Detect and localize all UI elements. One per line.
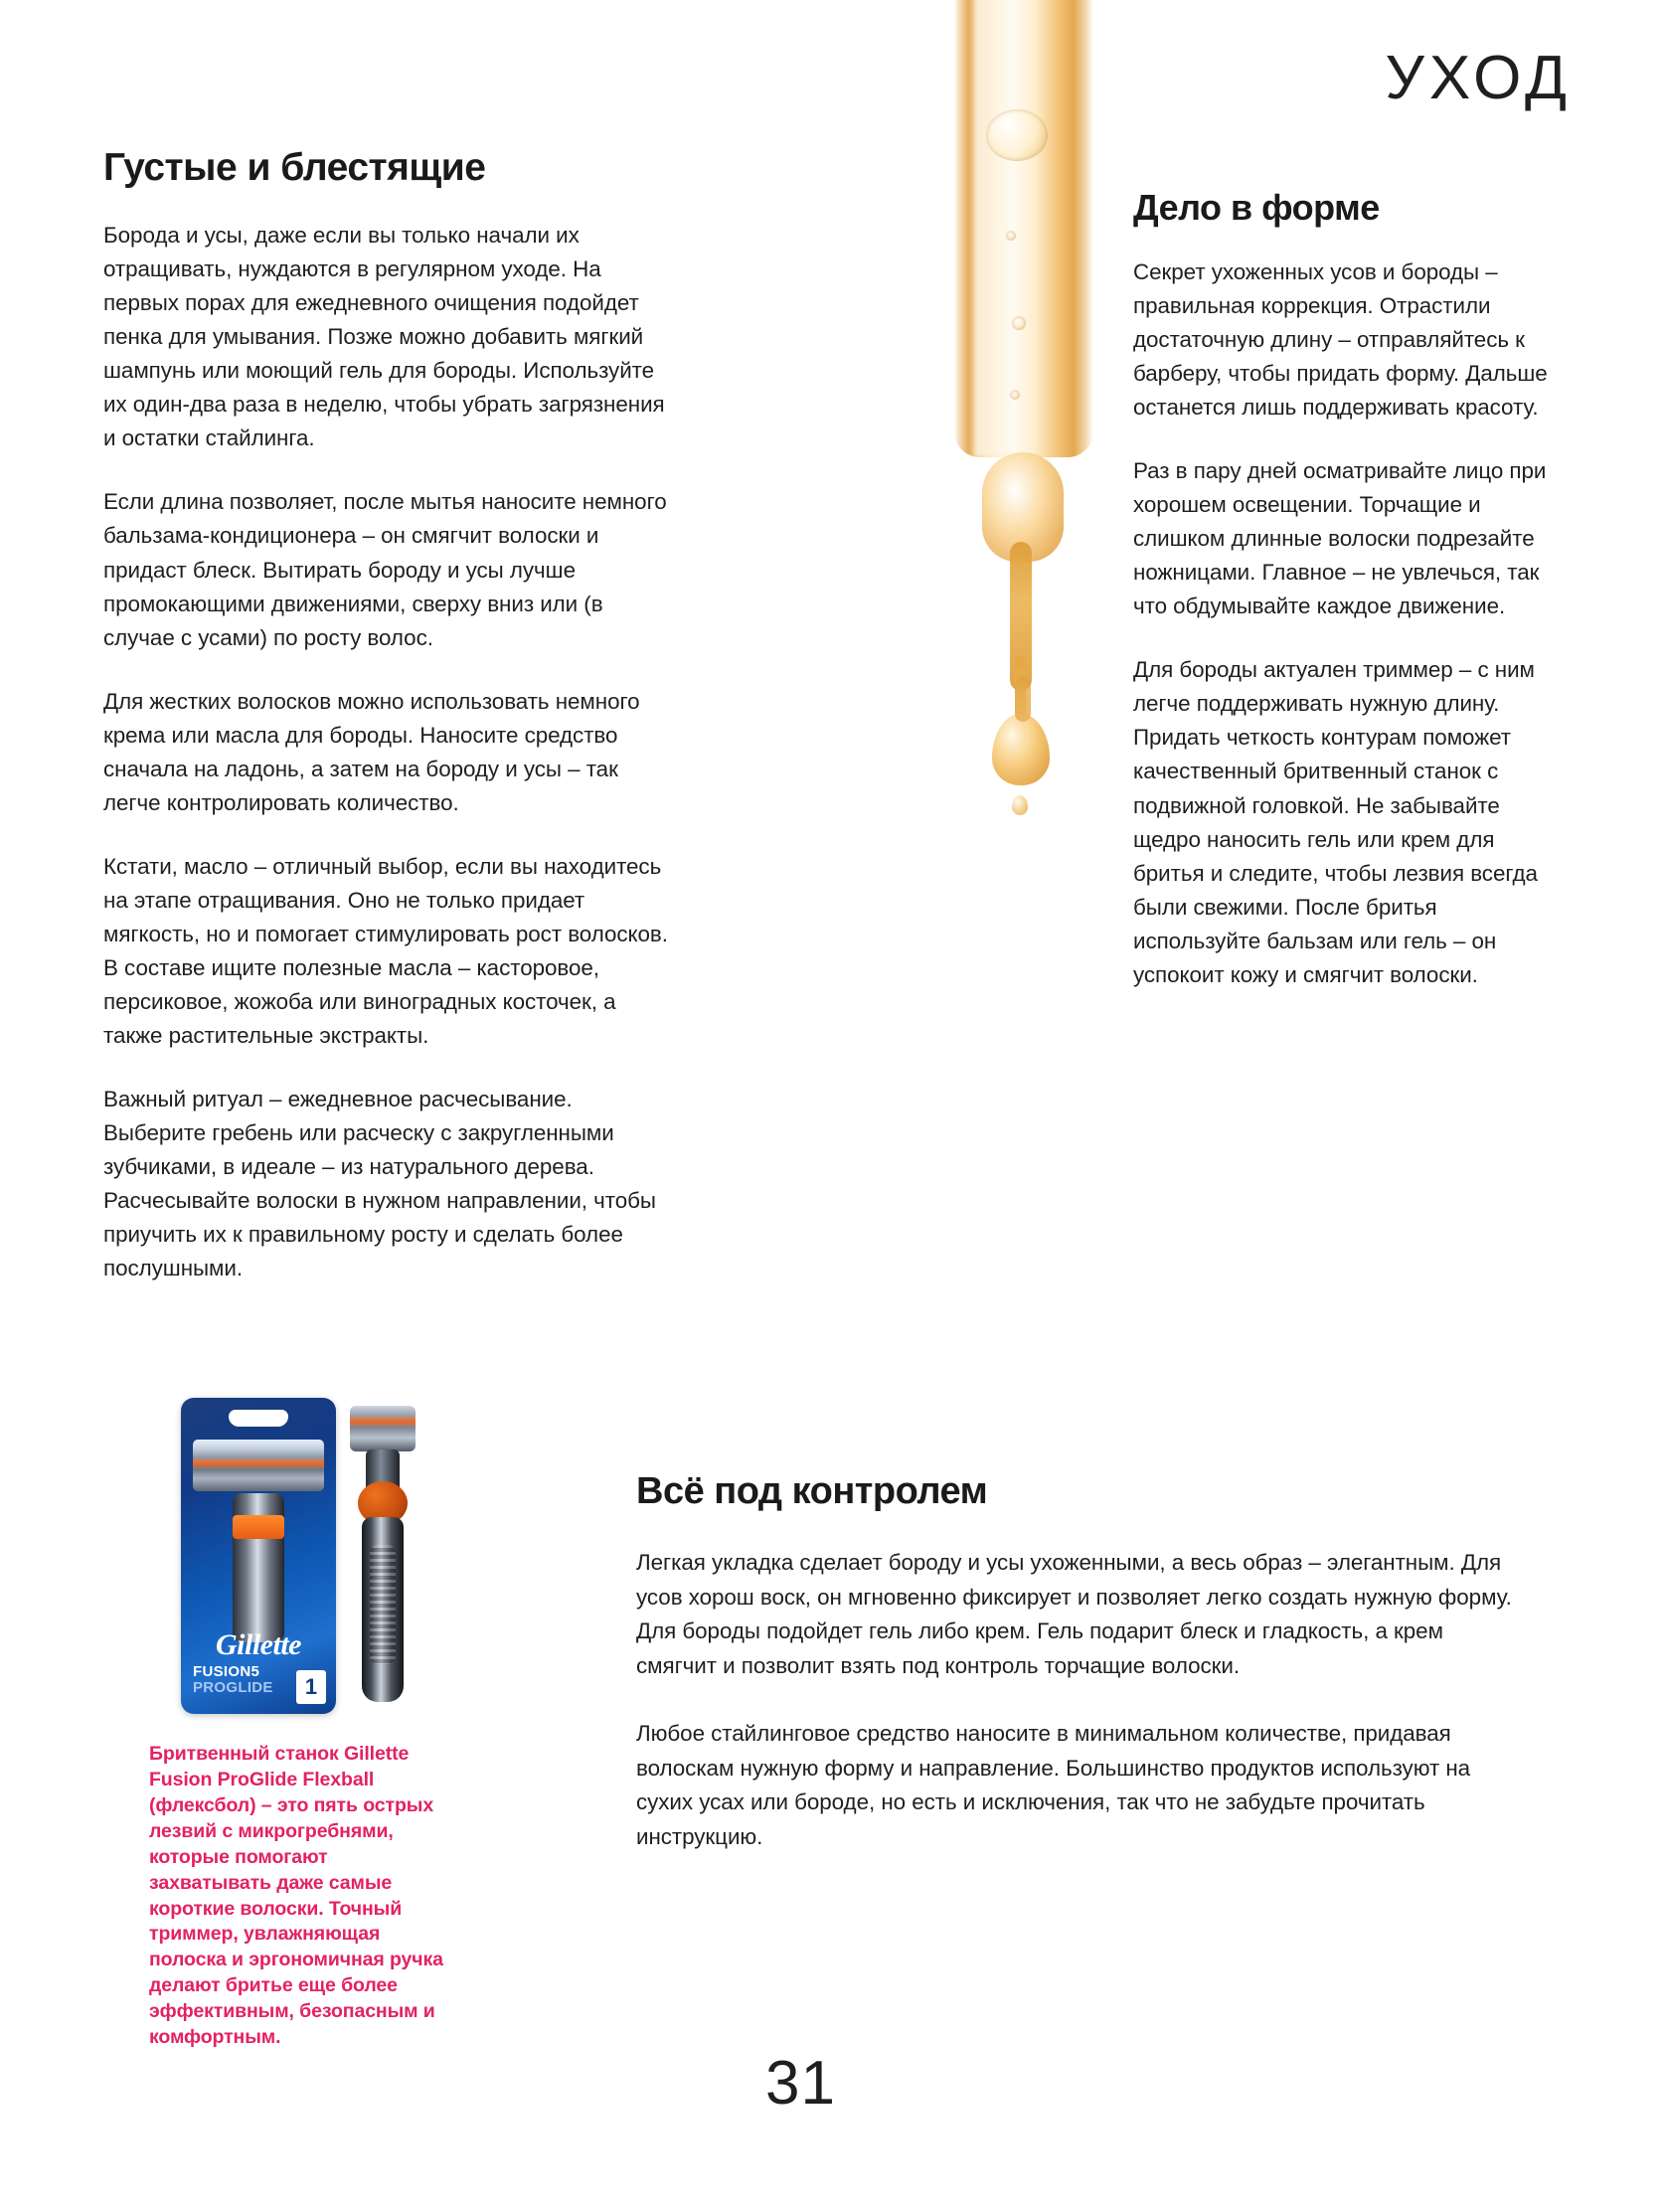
razor-orange-accent <box>233 1515 284 1539</box>
razor-head <box>350 1406 416 1451</box>
product-block <box>149 1392 477 2051</box>
left-paragraph-3: Для жестких волосков можно использовать немного крема или масла для бороды. Наносите средство сначала на ладонь, а затем на бороду и усы – так легче контролировать количество. <box>103 688 640 815</box>
gillette-logo: Gillette <box>216 1628 301 1661</box>
product-count-badge: 1 <box>296 1670 326 1704</box>
page-number: 31 <box>765 2049 836 2118</box>
right-column <box>1133 189 1551 1022</box>
oil-dropper-photo <box>934 0 1133 1044</box>
product-line-proglide: PROGLIDE <box>193 1679 273 1697</box>
left-paragraph-2: Если длина позволяет, после мытья наносите немного бальзама-кондиционера – он смягчит волоски и придаст блеск. Вытирать бороду и усы лучше промокающими движениями, сверху вниз или (в случае с усами) по росту волос. <box>103 489 667 650</box>
product-line-number: 5 <box>250 1663 260 1680</box>
product-line-label <box>193 1664 273 1696</box>
oil-bubble-icon <box>1006 231 1016 241</box>
right-paragraph-2: Раз в пару дней осматривайте лицо при хорошем освещении. Торчащие и слишком длинные волоски подрезайте ножницами. Главное – не увлечься, так что обдумывайте каждое движение. <box>1133 458 1547 619</box>
razor-cartridge-graphic <box>193 1440 324 1491</box>
oil-bubble-icon <box>986 109 1048 161</box>
left-column-heading: Густые и блестящие <box>103 146 486 189</box>
left-column <box>103 147 680 1285</box>
bottom-section-heading: Всё под контролем <box>636 1470 988 1512</box>
left-paragraph-4: Кстати, масло – отличный выбор, если вы находитесь на этапе отращивания. Оно не только придает мягкость, но и помогает стимулировать рост волосков. В составе ищите полезные масла – касторовое, персиковое, жожоба или виноградных косточек, а также растительные экстракты. <box>103 853 668 1049</box>
bottom-section <box>636 1471 1521 1888</box>
bottom-paragraph-2: Любое стайлинговое средство наносите в минимальном количестве, придавая волоскам нужную форму и направление. Большинство продуктов используют на сухих усах или бороде, но есть и исключения, так что не забудьте прочитать инструкцию. <box>636 1721 1471 1849</box>
oil-droplet <box>992 714 1050 785</box>
razor-standalone <box>344 1406 421 1704</box>
oil-bubble-icon <box>1010 390 1020 400</box>
right-paragraph-1: Секрет ухоженных усов и бороды – правильная коррекция. Отрастили достаточную длину – отправляйтесь к барберу, чтобы придать форму. Дальше останется лишь поддерживать красоту. <box>1133 258 1548 421</box>
left-paragraph-5: Важный ритуал – ежедневное расчесывание. Выберите гребень или расческу с закругленными зубчиками, в идеале – из натурального дерева. Расчесывайте волоски в нужном направлении, чтобы приучить их к правильному росту и сделать более послушными. <box>103 1087 656 1281</box>
left-paragraph-1: Борода и усы, даже если вы только начали их отращивать, нуждаются в регулярном уходе. На первых порах для ежедневного очищения подойдет пенка для умывания. Позже можно добавить мягкий шампунь или моющий гель для бороды. Используйте их один-два раза в неделю, чтобы убрать загрязнения и остатки стайлинга. <box>103 223 665 451</box>
razor-grip <box>362 1517 404 1702</box>
bottom-paragraph-1: Легкая укладка сделает бороду и усы ухоженными, а весь образ – элегантным. Для усов хорош воск, он мгновенно фиксирует и позволяет легко создать нужную форму. Для бороды подойдет гель либо крем. Гель подарит блеск и гладкость, а крем смягчит и позволит взять под контроль торчащие волоски. <box>636 1550 1512 1678</box>
oil-bubble-icon <box>1012 316 1026 330</box>
right-paragraph-3: Для бороды актуален триммер – с ним легче поддерживать нужную длину. Придать четкость контурам поможет качественный бритвенный станок с подвижной головкой. Не забывайте щедро наносить гель или крем для бритья и следите, чтобы лезвия всегда были свежими. После бритья используйте бальзам или гель – он успокоит кожу и смягчит волоски. <box>1133 657 1538 987</box>
page-kicker: УХОД <box>1385 44 1572 112</box>
oil-droplet-small <box>1012 795 1028 815</box>
right-column-heading: Дело в форме <box>1133 187 1380 228</box>
razor-package <box>181 1398 336 1714</box>
product-caption: Бритвенный станок Gillette Fusion ProGlide Flexball (флексбол) – это пять острых лезвий с микрогребнями, которые помогают захватывать даже самые короткие волоски. Точный триммер, увлажняющая полоска и эргономичная ручка делают бритье еще более эффективным, безопасным и комфортным. <box>149 1743 443 2049</box>
razor-product-photo <box>149 1392 477 1720</box>
product-line-fusion: FUSION <box>193 1663 251 1680</box>
package-hook-hole <box>229 1410 288 1427</box>
oil-tube-shape <box>954 0 1093 457</box>
